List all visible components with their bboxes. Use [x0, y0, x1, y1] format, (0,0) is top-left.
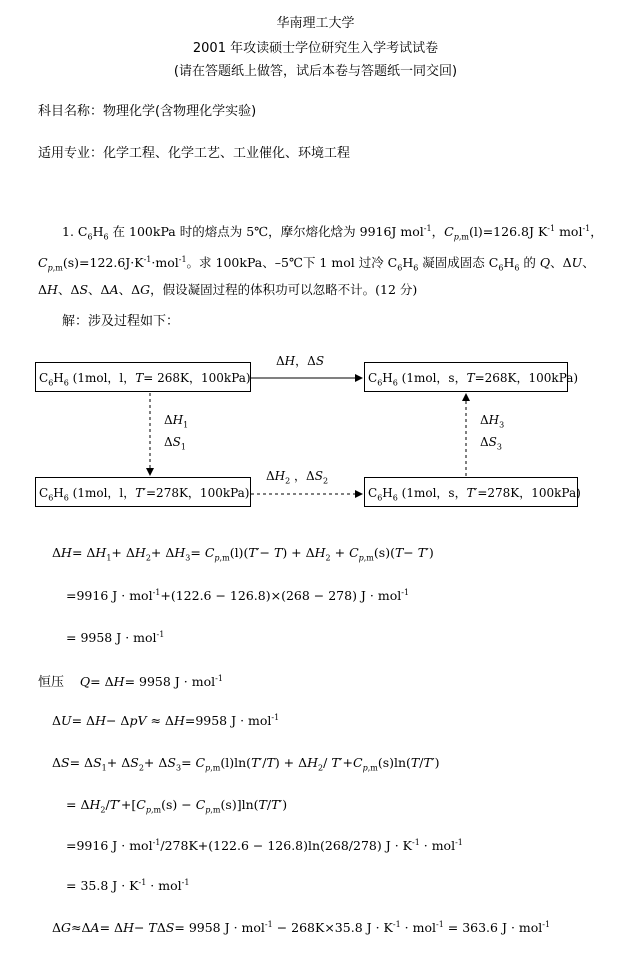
subject-label: 科目名称：	[38, 104, 104, 119]
label-top-arrow: ΔH，ΔS	[276, 354, 325, 368]
label-dh1: $\Delta H_1$	[164, 413, 189, 430]
subject-value: 物理化学(含物理化学实验)	[103, 104, 257, 119]
label-dh3: $\Delta H_3$	[480, 413, 505, 430]
exam-title: 2001 年攻读硕士学位研究生入学考试试卷	[192, 41, 439, 56]
solution-intro: 解：涉及过程如下：	[62, 314, 180, 329]
eq-q: 恒压 Q= ΔH= 9958 J · mol$^{-1}$	[38, 673, 223, 690]
university-title: 华南理工大学	[276, 16, 355, 31]
eq-delta-h: $\Delta H= \Delta H_1+ \Delta H_2+ \Delta H_3= C_{p,m}(l)(T'- T) + \Delta H_2 + C_{p,m}(s)(T- T')$	[52, 545, 434, 563]
label-ds3: $\Delta S_3$	[480, 435, 502, 452]
label-bottom-arrow: $\Delta H_2$ ，$\Delta S_2$	[266, 469, 329, 486]
box-liquid-268k: $C_6H_6$ (1mol，l，T= 268K，100kPa)	[35, 362, 251, 392]
exam-instruction: (请在答题纸上做答，试后本卷与答题纸一同交回)	[173, 64, 458, 79]
question-1: 1. $C_6H_6$ 在 100kPa 时的熔点为 5℃，摩尔熔化焓为 9916J mol$^{-1}$，$C_{p,m}(l)=126.8J$ $K^{-1}$ mol$^{-1}$， $C_{p,m}(s)=122.6J\cdot K^{-1}\cdot mol^{-1}$。求 100kPa、–5℃下 1 mol 过冷 $C_6H_6$ 凝固成固态 $C_6H_6$ 的 Q、ΔU、 ΔH、ΔS、ΔA、ΔG，假设凝固过程的体积功可以忽略不计。(12 分)	[38, 224, 603, 298]
box-solid-268k: $C_6H_6$ (1mol，s，T=268K，100kPa)	[364, 362, 568, 392]
eq-delta-h-sub: =9916 J · mol$^{-1}$+(122.6 − 126.8)×(268 − 278) J · mol$^{-1}$	[66, 588, 410, 604]
box-liquid-278k: $C_6H_6$ (1mol，l，T′=278K，100kPa)	[35, 477, 251, 507]
eq-delta-s-result: = 35.8 $J \cdot K^{-1} \cdot mol^{-1}$	[66, 878, 190, 894]
eq-delta-h-result: = 9958 J · mol$^{-1}$	[66, 630, 165, 646]
question-score: (12 分)	[375, 282, 418, 298]
eq-delta-s: $\Delta S= \Delta S_1+ \Delta S_2+ \Delta S_3= C_{p,m}(l)\ln(T'/T) + \Delta H_2/$ $T'+C_{p,m}(s)\ln(T/T')$	[52, 755, 440, 773]
eq-delta-s-sub2: =9916 J · mol$^{-1}$/278K+(122.6 − 126.8)ln(268/278) $J \cdot K^{-1} \cdot mol^{-1}$	[66, 838, 463, 854]
question-number: 1.	[62, 224, 74, 240]
eq-delta-s-sub1: = $\Delta H_2/T'+[C_{p,m}(s) - C_{p,m}(s)]\ln(T/T')$	[66, 797, 288, 815]
eq-delta-g: ΔG≈ΔA= ΔH− TΔS= 9958 J · mol$^{-1}$ − 268K×35.8 $J \cdot K^{-1} \cdot mol^{-1} = 363.6$ J · mol$^{-1}$	[52, 920, 551, 936]
constant-pressure-label: 恒压	[38, 675, 65, 690]
majors-value: 化学工程、化学工艺、工业催化、环境工程	[103, 146, 351, 161]
majors-label: 适用专业：	[38, 146, 104, 161]
eq-delta-u: ΔU= ΔH− ΔpV ≈ ΔH=9958 J · mol$^{-1}$	[52, 713, 280, 729]
label-ds1: $\Delta S_1$	[164, 435, 186, 452]
box-solid-278k: $C_6H_6$ (1mol，s，T′=278K，100kPa)	[364, 477, 578, 507]
